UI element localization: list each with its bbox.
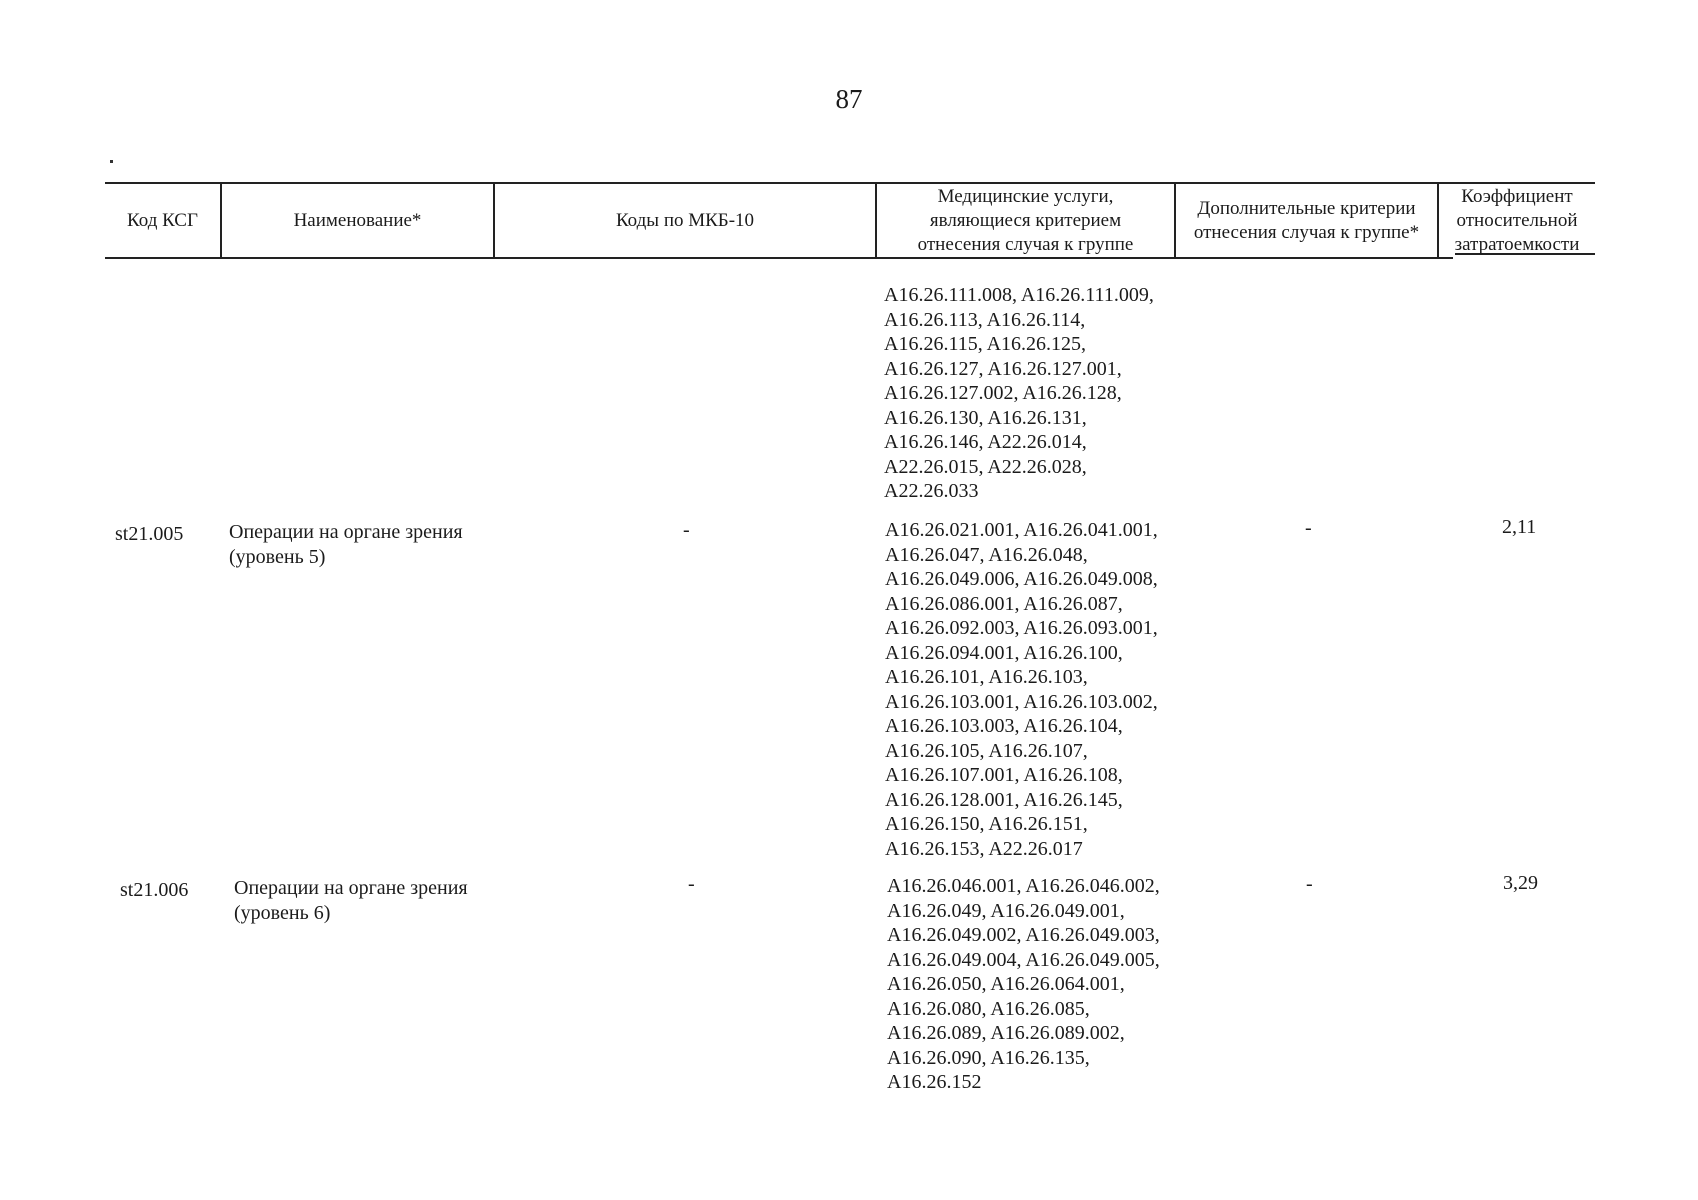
row-criteria: - (1306, 873, 1313, 895)
row-name (229, 520, 463, 569)
row-code: st21.005 (115, 523, 184, 545)
row-name-line: (уровень 6) (234, 901, 331, 924)
service-code-line: A16.26.049.004, A16.26.049.005, (887, 948, 1160, 971)
header-criteria-line: отнесения случая к группе* (1193, 221, 1420, 243)
header-icd: Коды по МКБ-10 (615, 209, 755, 231)
service-code-line: A16.26.094.001, A16.26.100, (885, 641, 1123, 664)
service-code-line: A16.26.128.001, A16.26.145, (885, 788, 1123, 811)
service-code-line: A16.26.152 (887, 1071, 982, 1093)
header-coefficient-line: Коэффициент (1461, 185, 1573, 207)
header-name: Наименование* (293, 209, 422, 231)
service-code-line: A16.26.049, A16.26.049.001, (887, 899, 1125, 922)
header-services-line: отнесения случая к группе (917, 233, 1134, 255)
service-code-line: A16.26.050, A16.26.064.001, (887, 973, 1125, 995)
service-code-line: A16.26.103.003, A16.26.104, (885, 715, 1123, 737)
service-code-line: A16.26.115, A16.26.125, (884, 333, 1087, 355)
row-criteria: - (1305, 517, 1312, 539)
header-criteria-line: Дополнительные критерии (1197, 197, 1416, 219)
service-code-line: A16.26.046.001, A16.26.046.002, (887, 875, 1160, 897)
row-name (234, 876, 468, 925)
header-coefficient-line: затратоемкости (1454, 233, 1580, 255)
header-coefficient (1439, 182, 1595, 259)
service-code-line: A16.26.146, A22.26.014, (884, 431, 1087, 453)
service-code-line: A16.26.086.001, A16.26.087, (885, 592, 1123, 615)
service-code-line: A16.26.113, A16.26.114, (884, 308, 1086, 331)
service-code-line: A16.26.111.008, A16.26.111.009, (884, 284, 1154, 306)
row-icd: - (683, 519, 690, 541)
header-criteria (1176, 182, 1437, 259)
service-code-line: A16.26.080, A16.26.085, (887, 997, 1090, 1020)
row-services (887, 874, 1160, 1095)
header-code: Код КСГ (127, 209, 198, 231)
row-name-line: (уровень 5) (229, 545, 326, 568)
service-code-line: A16.26.107.001, A16.26.108, (885, 764, 1123, 786)
service-code-line: A16.26.049.002, A16.26.049.003, (887, 924, 1160, 946)
service-code-line: A16.26.153, A22.26.017 (885, 837, 1083, 860)
service-code-line: A16.26.049.006, A16.26.049.008, (885, 568, 1158, 590)
row-coefficient: 2,11 (1502, 516, 1537, 538)
service-code-line: A22.26.015, A22.26.028, (884, 455, 1087, 478)
row-name-line: Операции на органе зрения (229, 521, 463, 543)
scan-mark (110, 160, 113, 163)
service-code-line: A16.26.130, A16.26.131, (884, 406, 1087, 429)
header-services-line: Медицинские услуги, (937, 185, 1114, 207)
service-code-line: A16.26.150, A16.26.151, (885, 813, 1088, 835)
service-code-line: A16.26.090, A16.26.135, (887, 1046, 1090, 1069)
header-services (877, 182, 1174, 259)
row-name-line: Операции на органе зрения (234, 877, 468, 899)
service-code-line: A16.26.089, A16.26.089.002, (887, 1022, 1125, 1044)
page-number: 87 (835, 84, 863, 114)
table-header (105, 182, 1595, 259)
service-code-line: A16.26.103.001, A16.26.103.002, (885, 690, 1158, 713)
service-code-line: A16.26.105, A16.26.107, (885, 739, 1088, 762)
service-code-line: A16.26.127, A16.26.127.001, (884, 357, 1122, 380)
service-code-line: A16.26.127.002, A16.26.128, (884, 382, 1122, 404)
row-code: st21.006 (120, 879, 189, 901)
services-continuation (884, 283, 1154, 504)
service-code-line: A16.26.092.003, A16.26.093.001, (885, 617, 1158, 639)
service-code-line: A16.26.021.001, A16.26.041.001, (885, 519, 1158, 541)
row-services (885, 518, 1158, 861)
row-icd: - (688, 873, 695, 895)
header-services-line: являющиеся критерием (929, 209, 1122, 231)
service-code-line: A16.26.047, A16.26.048, (885, 543, 1088, 566)
header-coefficient-line: относительной (1456, 209, 1578, 231)
service-code-line: A22.26.033 (884, 480, 979, 502)
service-code-line: A16.26.101, A16.26.103, (885, 666, 1088, 688)
row-coefficient: 3,29 (1503, 872, 1538, 894)
